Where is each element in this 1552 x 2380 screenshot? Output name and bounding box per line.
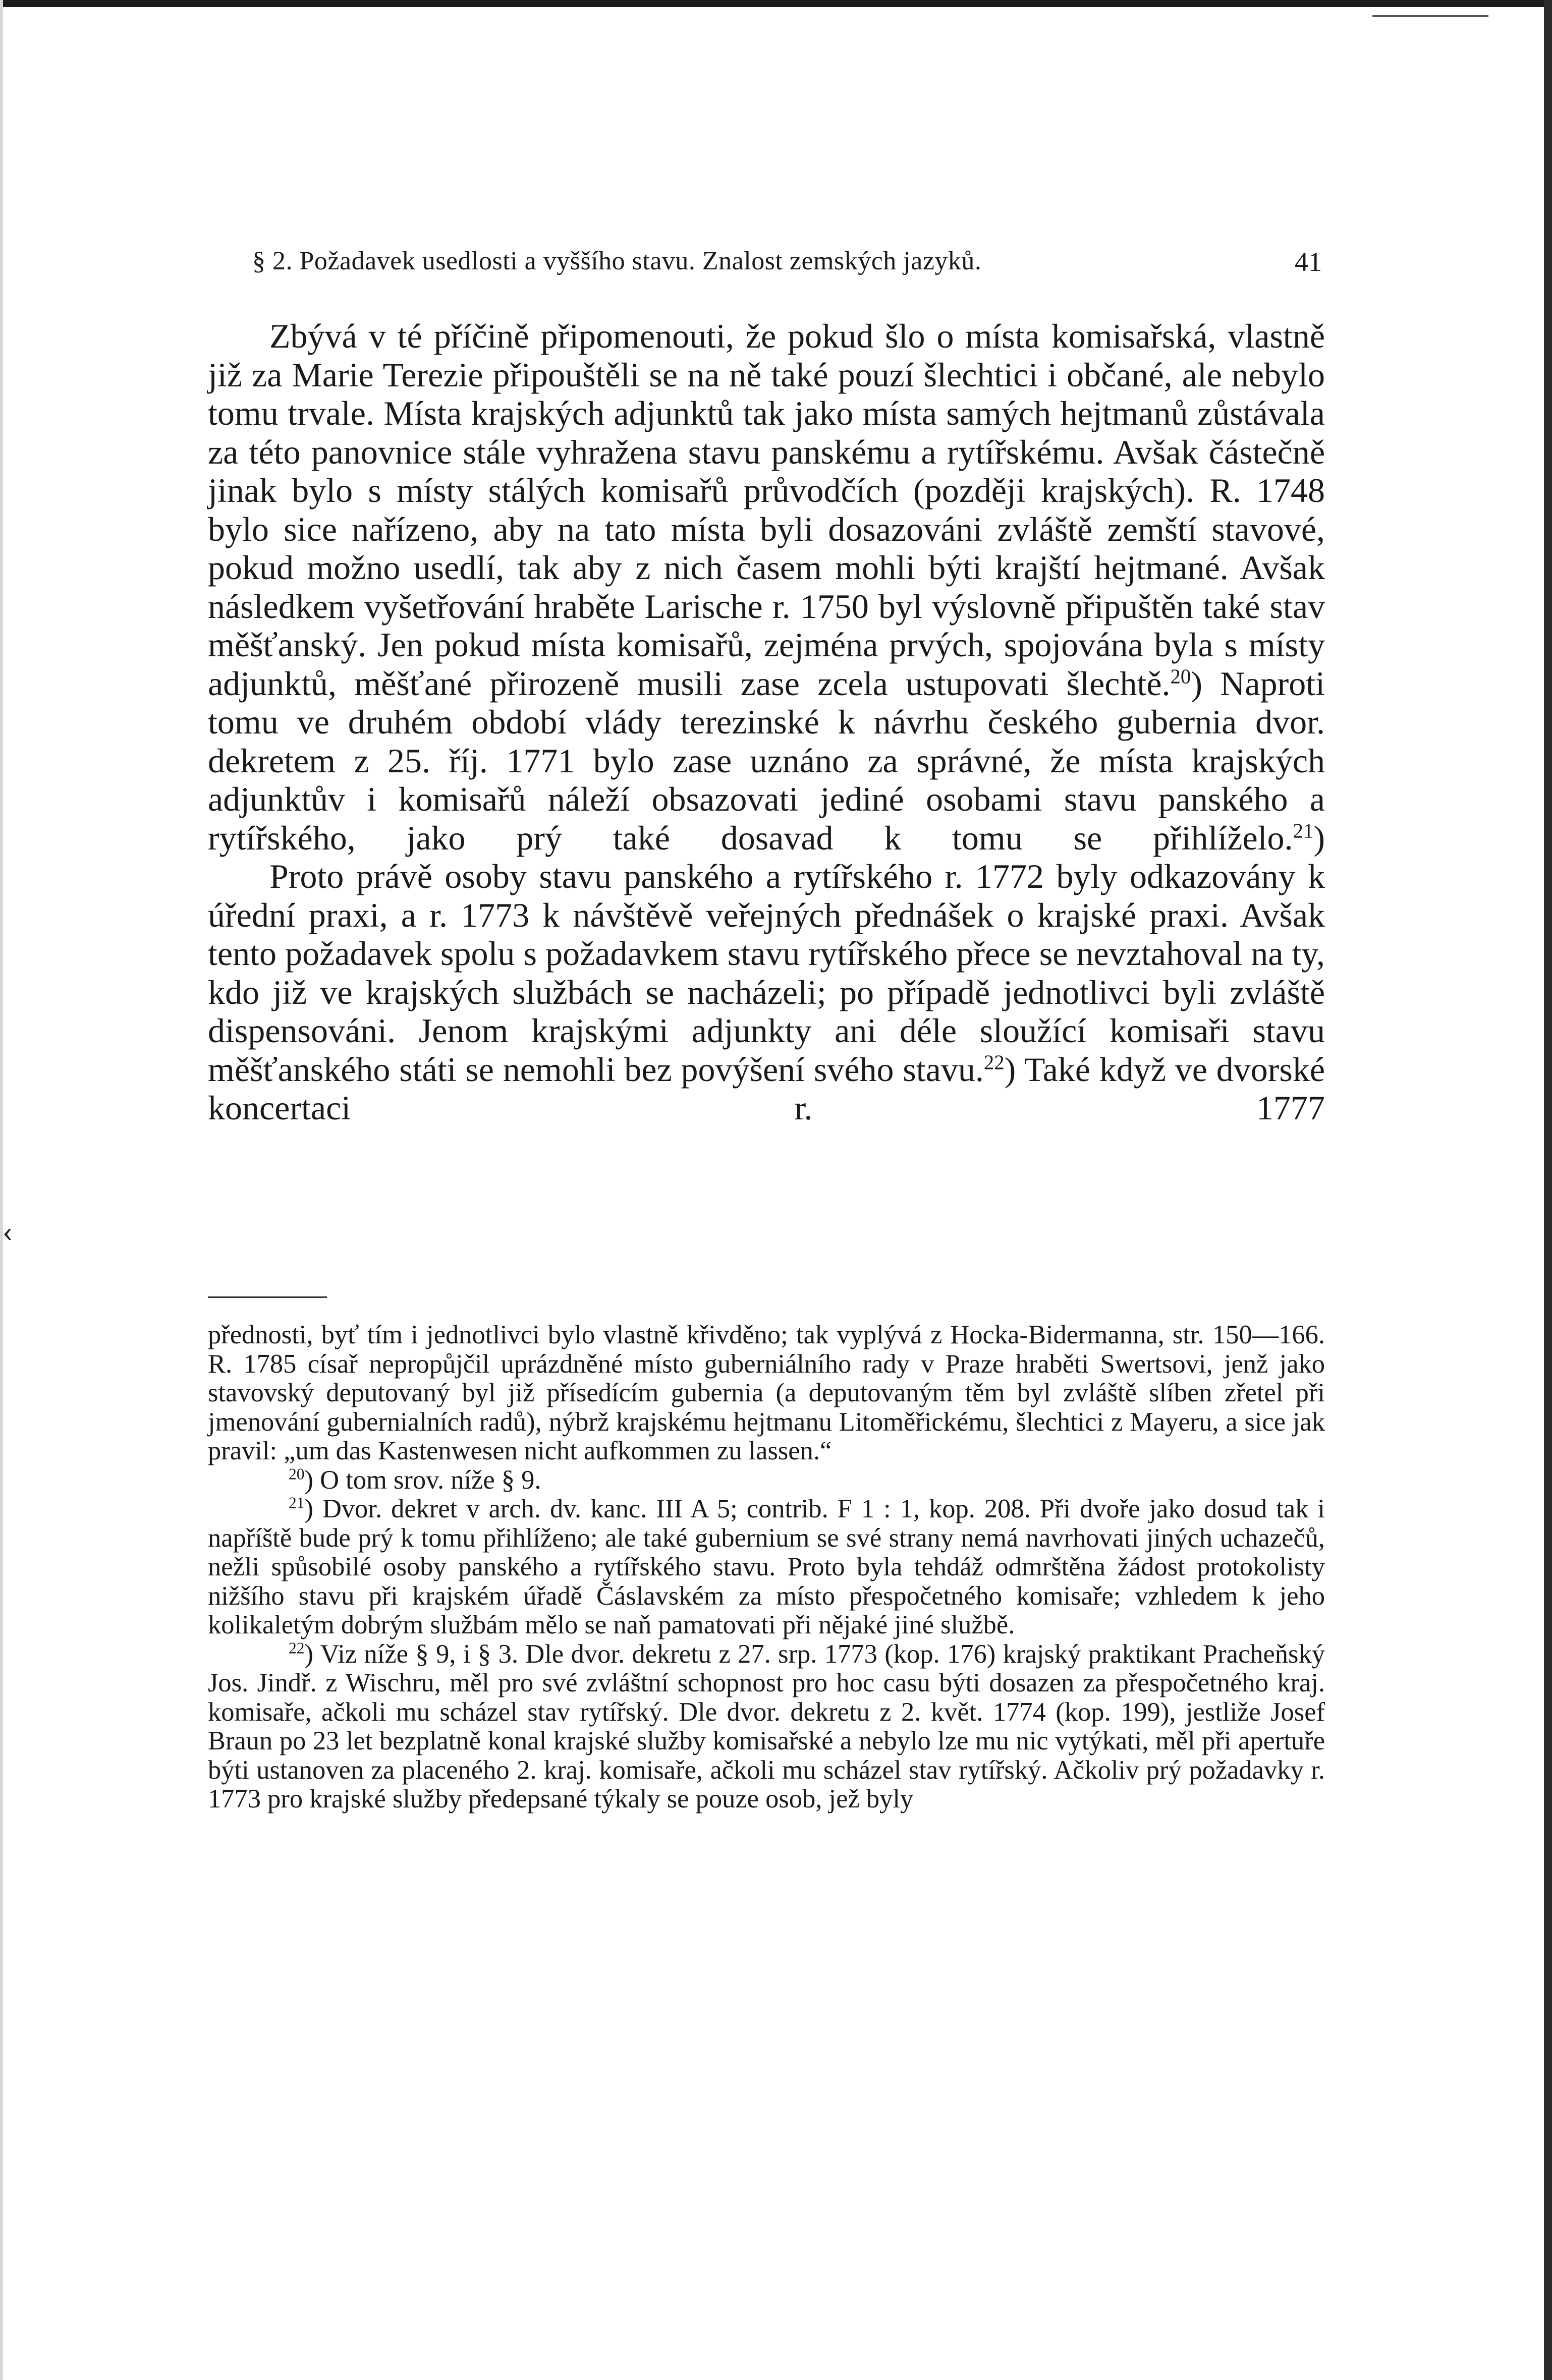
paragraph-text: Také když ve dvorské koncertaci r. 1777 <box>208 1050 1325 1127</box>
binding-mark-icon <box>4 1227 11 1242</box>
footnote <box>208 1466 1325 1495</box>
footnote <box>208 1495 1325 1640</box>
main-text <box>208 317 1325 1127</box>
paragraph-text: Zbývá v té příčině připomenouti, že pokud šlo o místa komisařská, vlastně již za Marie Terezie připouštěli se na ně také pouzí šlechtici i občané, ale nebylo tomu trvale. Místa krajských adjunktů tak jako místa samých hejtmanů zůstávala za této panovnice stále vyhražena stavu panskému a rytířskému. Avšak částečně jinak bylo s místy stálých komisařů průvodčích (později krajských). R. 1748 bylo sice nařízeno, aby na tato místa byli dosazováni zvláště zemští stavové, pokud možno usedlí, tak aby z nich časem mohli býti krajští hejtmané. Avšak následkem vyšetřování hraběte Larische r. 1750 byl výslovně připuštěn také stav měšťanský. Jen pokud místa komisařů, zejména prvých, spojována byla s místy adjunktů, měšťané přirozeně musili zase zcela ustupovati šlechtě. <box>208 317 1325 703</box>
running-title: § 2. Požadavek usedlosti a vyššího stavu. Znalost zemských jazyků. <box>252 247 982 275</box>
scan-left-edge <box>0 0 3 2380</box>
footnote <box>208 1640 1325 1814</box>
paragraph: Zbývá v té příčině připomenouti, že pokud šlo o místa komisařská, vlastně již za Marie Terezie připouštěli se na ně také pouzí šlechtici i občané, ale nebylo tomu trvale. Místa krajských adjunktů tak jako místa samých hejtmanů zůstávala za této panovnice stále vyhražena stavu panskému a rytířskému. Avšak částečně jinak bylo s místy stálých komisařů průvodčích (později krajských). R. 1748 bylo sice nařízeno, aby na tato místa byli dosazováni zvláště zemští stavové, pokud možno usedlí, tak aby z nich časem mohli býti krajští hejtmané. Avšak následkem vyšetřování hraběte Larische r. 1750 byl výslovně připuštěn také stav měšťanský. Jen pokud místa komisařů, zejména prvých, spojována byla s místy adjunktů, měšťané přirozeně musili zase zcela ustupovati šlechtě.$^{20}$) Naproti tomu ve druhém období vlády terezinské k návrhu českého gubernia dvor. dekretem z 25. říj. 1771 bylo zase uznáno za správné, že místa krajských adjunktův i komisařů náleží obsazovati jediné osobami stavu panského a rytířského, jako prý také dosavad k tomu se přihlíželo.$^{21}$) <box>208 317 1325 857</box>
paragraph-text: Proto právě osoby stavu panského a rytířského r. 1772 byly odkazovány k úřední praxi, a r. 1773 k návštěvě veřejných přednášek o krajské praxi. Avšak tento požadavek spolu s požadavkem stavu rytířského přece se nevztahoval na ty, kdo již ve krajských službách se nacházeli; po případě jednotlivci byli zvláště dispensováni. Jenom krajskými adjunkty ani déle sloužící komisaři stavu měšťanského státi se nemohli bez povýšení svého stavu. <box>208 857 1325 1089</box>
page-number: 41 <box>1295 247 1322 277</box>
scan-top-edge <box>0 0 1552 7</box>
footnote-ref: 22 <box>983 1050 1005 1073</box>
paragraph-text: Naproti tomu ve druhém období vlády terezinské k návrhu českého gubernia dvor. dekretem z 25. říj. 1771 bylo zase uznáno za správné, že místa krajských adjunktův i komisařů náleží obsazovati jediné osobami stavu panského a rytířského, jako prý také dosavad k tomu se přihlíželo. <box>208 664 1325 857</box>
footnote-text: ) O tom srov. níže § 9. <box>304 1465 541 1495</box>
footnote-ref: 20 <box>1170 664 1191 688</box>
footnote-ref: 21 <box>1293 819 1314 842</box>
footnote-number: 21 <box>289 1494 305 1512</box>
footnote-number: 20 <box>289 1465 305 1483</box>
footnote-text: ) Viz níže § 9, i § 3. Dle dvor. dekretu z 27. srp. 1773 (kop. 176) krajský praktikant Pracheňský Jos. Jindř. z Wischru, měl pro své zvláštní schopnost pro hoc casu býti dosazen za přespočetného kraj. komisaře, ačkoli mu scházel stav rytířský. Dle dvor. dekretu z 2. květ. 1774 (kop. 199), jestliže Josef Braun po 23 let bezplatně konal krajské služby komisařské a nebylo lze mu nic vytýkati, měl při apertuře býti ustanoven za placeného 2. kraj. komisaře, ačkoli mu scházel stav rytířský. Ačkoliv prý požadavky r. 1773 pro krajské služby předepsané týkaly se pouze osob, jež byly <box>208 1639 1325 1814</box>
paragraph: Proto právě osoby stavu panského a rytířského r. 1772 byly odkazovány k úřední praxi, a r. 1773 k návštěvě veřejných přednášek o krajské praxi. Avšak tento požadavek spolu s požadavkem stavu rytířského přece se nevztahoval na ty, kdo již ve krajských službách se nacházeli; po případě jednotlivci byli zvláště dispensováni. Jenom krajskými adjunkty ani déle sloužící komisaři stavu měšťanského státi se nemohli bez povýšení svého stavu.$^{22}$) Také když ve dvorské koncertaci r. 1777 <box>208 857 1325 1127</box>
scan-mark <box>1372 15 1488 17</box>
footnote-text: ) Dvor. dekret v arch. dv. kanc. III A 5; contrib. F 1 : 1, kop. 208. Při dvoře jako dosud tak i napříště bude prý k tomu přihlíženo; ale také gubernium se své strany nemá navrhovati jiných uchazečů, nežli spůsobilé osoby panského a rytířského stavu. Proto byla tehdáž odmrštěna žádost protokolisty nižšího stavu při krajském úřadě Čáslavském za místo přespočetného komisaře; vzhledem k jeho kolikaletým dobrým službám mělo se naň pamatovati při nějaké jiné službě. <box>208 1494 1325 1639</box>
footnote-number: 22 <box>289 1639 305 1657</box>
footnote-continuation: přednosti, byť tím i jednotlivci bylo vlastně křivděno; tak vyplývá z Hocka-Bidermanna, str. 150—166. R. 1785 císař nepropůjčil uprázdněné místo guberniálního rady v Praze hraběti Swertsovi, jenž jako stavovský deputovaný byl již přísedícím gubernia (a deputovaným těm byl zvláště slíben zřetel při jmenování gubernialních radů), nýbrž krajskému hejtmanu Litoměřickému, šlechtici z Mayeru, a sice jak pravil: „um das Kastenwesen nicht aufkommen zu lassen.“ <box>208 1320 1325 1465</box>
footnotes <box>208 1321 1325 1814</box>
page-header <box>252 246 1322 287</box>
scan-right-edge <box>1544 0 1552 2380</box>
footnote-separator <box>208 1296 327 1298</box>
